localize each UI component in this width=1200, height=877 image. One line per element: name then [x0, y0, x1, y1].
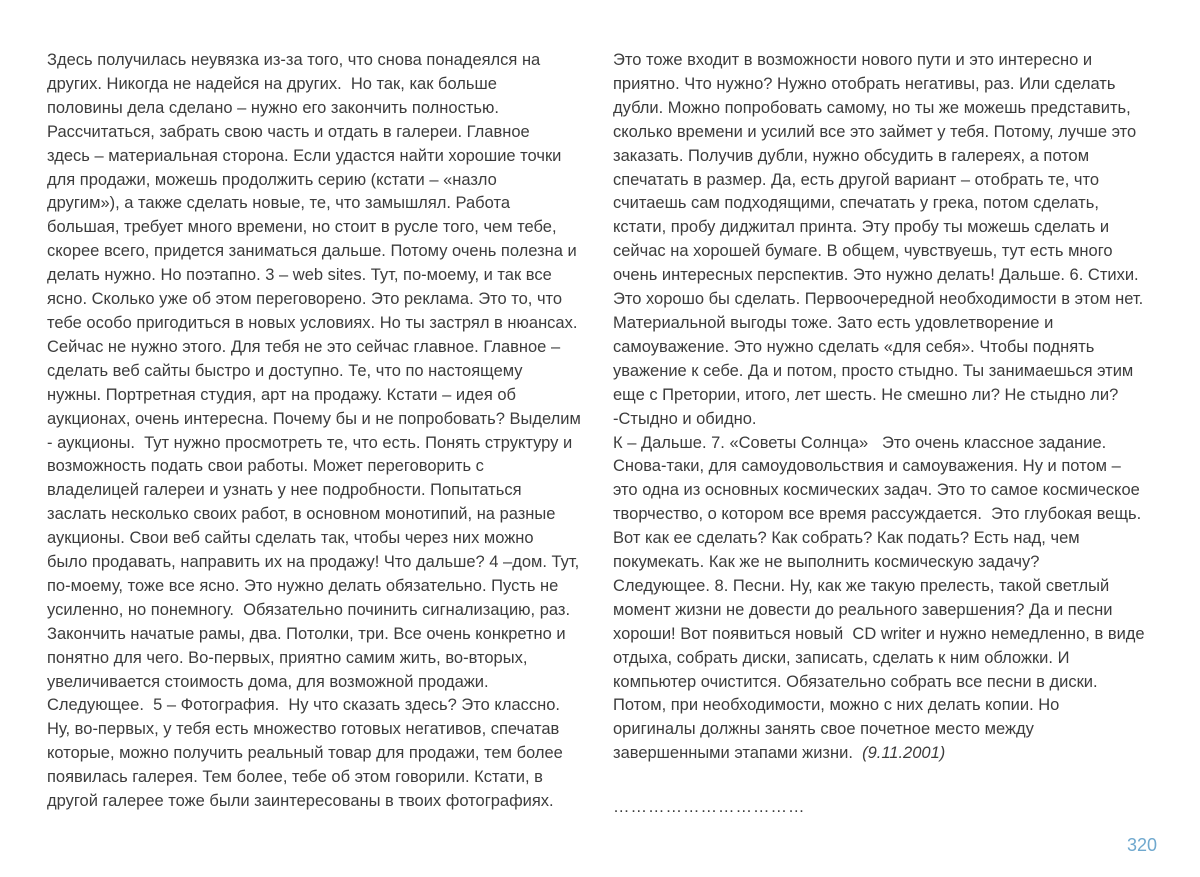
- page-number: 320: [1126, 835, 1157, 855]
- text-line: очень интересных перспектив. Это нужно делать! Дальше. 6. Стихи.: [613, 266, 1139, 285]
- text-line: усиленно, но понемногу. Обязательно починить сигнализацию, раз.: [47, 600, 571, 619]
- text-line: кстати, пробу диджитал принта. Эту пробу ты можешь сделать и: [613, 218, 1110, 237]
- blank-line: [613, 766, 1159, 790]
- text-line: сколько времени и усилий все это займет у тебя. Потому, лучше это: [613, 122, 1137, 141]
- right-column-text: [613, 49, 1159, 742]
- text-line: приятно. Что нужно? Нужно отобрать негативы, раз. Или сделать: [613, 74, 1116, 93]
- text-line: спечатать в размер. Да, есть другой вариант – отобрать те, что: [613, 170, 1100, 189]
- text-line: самоуважение. Это нужно сделать «для себя». Чтобы поднять: [613, 337, 1095, 356]
- text-line: заслать несколько своих работ, в основном монотипий, на разные: [47, 505, 556, 524]
- text-columns: [47, 49, 1159, 820]
- text-line: Здесь получилась неувязка из-за того, что снова понадеялся на: [47, 51, 541, 69]
- text-line: увеличивается стоимость дома, для возможной продажи.: [47, 672, 489, 691]
- text-line: для продажи, можешь продолжить серию (кстати – «назло: [47, 170, 497, 189]
- dotted-line: ……………………………: [613, 798, 806, 817]
- text-line: было продавать, направить их на продажу! Что дальше? 4 –дом. Тут,: [47, 553, 580, 572]
- text-line: других. Никогда не надейся на других. Но так, как больше: [47, 74, 497, 93]
- text-line: Закончить начатые рамы, два. Потолки, три. Все очень конкретно и: [47, 624, 566, 643]
- text-line: тебе особо пригодиться в новых условиях. Но ты застрял в нюансах.: [47, 313, 578, 332]
- text-line: делать нужно. Но поэтапно. 3 – web sites. Тут, по-моему, и так все: [47, 266, 552, 285]
- text-line: Вот как ее сделать? Как собрать? Как подать? Есть над, чем: [613, 529, 1080, 548]
- text-line: сделать веб сайты быстро и доступно. Те, что по настоящему: [47, 361, 523, 380]
- text-line: еще с Претории, итого, лет шесть. Не смешно ли? Не стыдно ли?: [613, 385, 1119, 404]
- text-line: возможность подать свои работы. Может переговорить с: [47, 457, 484, 476]
- text-line: владелицей галереи и узнать у нее подробности. Попытаться: [47, 481, 522, 500]
- text-line: -Стыдно и обидно.: [613, 409, 757, 428]
- text-line: это одна из основных космических задач. Это то самое космическое: [613, 481, 1140, 500]
- text-line: Материальной выгоды тоже. Зато есть удовлетворение и: [613, 313, 1054, 332]
- text-line: Это хорошо бы сделать. Первоочередной необходимости в этом нет.: [613, 290, 1144, 309]
- text-line: аукционах, очень интересна. Почему бы и не попробовать? Выделим: [47, 409, 581, 428]
- text-line: Потом, при необходимости, можно с них делать копии. Но: [613, 696, 1060, 715]
- text-line: Следующее. 8. Песни. Ну, как же такую прелесть, такой светлый: [613, 576, 1110, 595]
- text-line: - аукционы. Тут нужно просмотреть те, что есть. Понять структуру и: [47, 433, 573, 452]
- text-line-with-date: [613, 742, 1159, 766]
- text-line: понятно для чего. Во-первых, приятно самим жить, во-вторых,: [47, 648, 528, 667]
- text-line: скорее всего, придется заниматься дальше. Потому очень полезна и: [47, 242, 577, 261]
- text-line: сейчас на хорошей бумаге. В общем, чувствуешь, тут есть много: [613, 242, 1113, 261]
- text-line: Рассчитаться, забрать свою часть и отдать в галереи. Главное: [47, 122, 530, 141]
- text-line: творчество, о котором все время рассуждается. Это глубокая вещь.: [613, 505, 1142, 524]
- text-line: К – Дальше. 7. «Советы Солнца» Это очень классное задание.: [613, 433, 1107, 452]
- text-line: по-моему, тоже все ясно. Это нужно делать обязательно. Пусть не: [47, 576, 559, 595]
- text-line: ясно. Сколько уже об этом переговорено. Это реклама. Это то, что: [47, 290, 563, 309]
- last-line-text: завершенными этапами жизни.: [613, 744, 863, 763]
- text-line: другим»), а также сделать новые, те, что замышлял. Работа: [47, 194, 510, 213]
- text-line: здесь – материальная сторона. Если удастся найти хорошие точки: [47, 146, 562, 165]
- text-line: дубли. Можно попробовать самому, но ты же можешь представить,: [613, 98, 1131, 117]
- text-line: Сейчас не нужно этого. Для тебя не это сейчас главное. Главное –: [47, 337, 561, 356]
- text-line: половины дела сделано – нужно его закончить полностью.: [47, 98, 499, 117]
- text-line: появилась галерея. Тем более, тебе об этом говорили. Кстати, в: [47, 768, 543, 787]
- text-line: Следующее. 5 – Фотография. Ну что сказать здесь? Это классно.: [47, 696, 560, 715]
- text-line: оригиналы должны занять свое почетное место между: [613, 720, 1034, 739]
- text-line: покумекать. Как же не выполнить космическую задачу?: [613, 553, 1040, 572]
- text-line: отдыха, собрать диски, записать, сделать к ним обложки. И: [613, 648, 1070, 667]
- left-column: [47, 49, 593, 820]
- text-line: компьютер очистится. Обязательно собрать все песни в диски.: [613, 672, 1098, 691]
- text-line: другой галерее тоже были заинтересованы в твоих фотографиях.: [47, 792, 554, 811]
- text-line: которые, можно получить реальный товар для продажи, тем более: [47, 744, 563, 763]
- text-line: Ну, во-первых, у тебя есть множество готовых негативов, спечатав: [47, 720, 560, 739]
- text-line: считаешь сам подходящими, спечатать у грека, потом сделать,: [613, 194, 1099, 213]
- text-line: аукционы. Свои веб сайты сделать так, чтобы через них можно: [47, 529, 534, 548]
- text-line: нужны. Портретная студия, арт на продажу. Кстати – идея об: [47, 385, 517, 404]
- text-line: заказать. Получив дубли, нужно обсудить в галереях, а потом: [613, 146, 1090, 165]
- text-line: большая, требует много времени, но стоит в русле того, чем тебе,: [47, 218, 557, 237]
- text-line: уважение к себе. Да и потом, просто стыдно. Ты занимаешься этим: [613, 361, 1134, 380]
- text-line: хороши! Вот появиться новый CD writer и нужно немедленно, в виде: [613, 624, 1145, 643]
- date-annotation: (9.11.2001): [862, 744, 946, 763]
- text-line: Снова-таки, для самоудовольствия и самоуважения. Ну и потом –: [613, 457, 1121, 476]
- text-line: Это тоже входит в возможности нового пути и это интересно и: [613, 51, 1093, 69]
- right-column: [613, 49, 1159, 820]
- text-line: момент жизни не довести до реального завершения? Да и песни: [613, 600, 1113, 619]
